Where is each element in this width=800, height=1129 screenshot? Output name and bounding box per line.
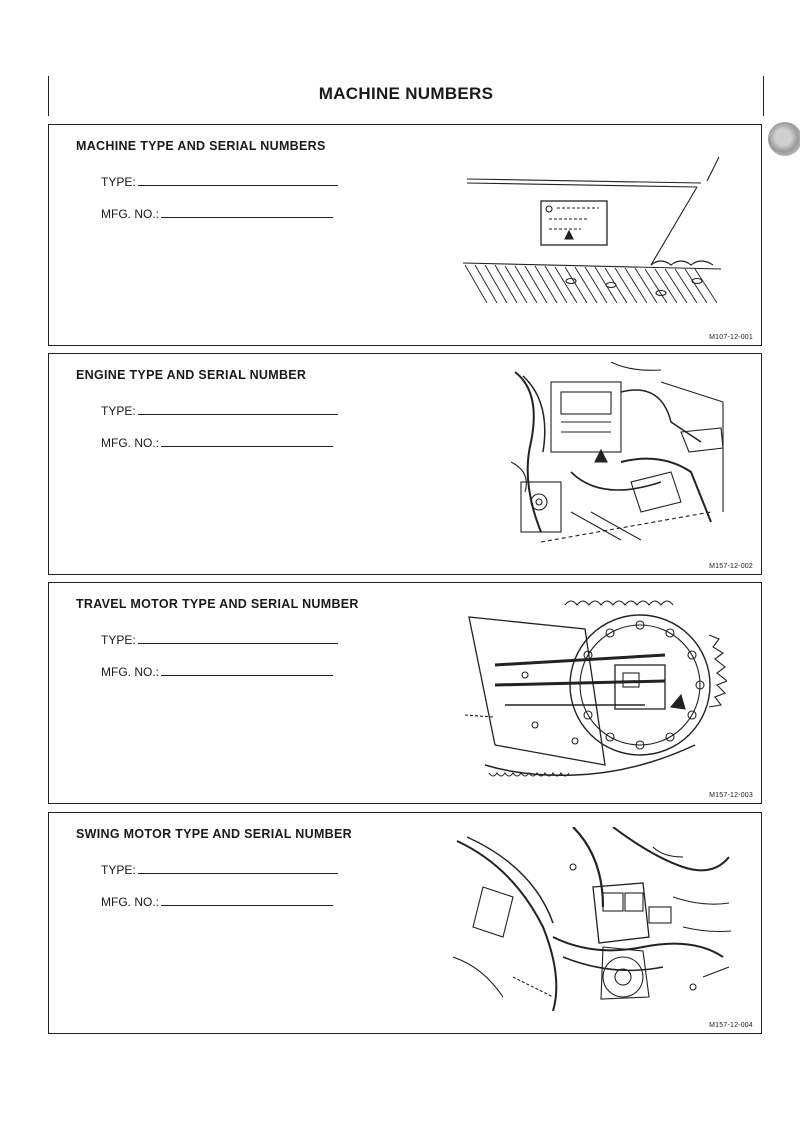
machine-numbers-section xyxy=(48,124,762,346)
type-blank-line[interactable] xyxy=(138,413,338,415)
type-blank-line[interactable] xyxy=(138,642,338,644)
binder-hole-mark xyxy=(768,122,800,156)
nameplate-illustration-icon xyxy=(461,153,723,303)
mfg-no-label: MFG. NO.: xyxy=(101,207,159,221)
figure-code: M157-12-004 xyxy=(709,1022,753,1029)
section-title: TRAVEL MOTOR TYPE AND SERIAL NUMBER xyxy=(76,597,359,611)
mfg-no-field xyxy=(101,665,333,679)
mfg-no-field xyxy=(101,895,333,909)
mfg-no-label: MFG. NO.: xyxy=(101,665,159,679)
engine-numbers-section xyxy=(48,353,762,575)
figure-code: M157-12-002 xyxy=(709,563,753,570)
mfg-no-blank-line[interactable] xyxy=(161,904,333,906)
figure-code: M107-12-001 xyxy=(709,334,753,341)
type-blank-line[interactable] xyxy=(138,872,338,874)
type-blank-line[interactable] xyxy=(138,184,338,186)
mfg-no-field xyxy=(101,207,333,221)
type-field xyxy=(101,863,338,877)
mfg-no-label: MFG. NO.: xyxy=(101,895,159,909)
type-field xyxy=(101,404,338,418)
type-label: TYPE: xyxy=(101,404,136,418)
mfg-no-blank-line[interactable] xyxy=(161,445,333,447)
travel-motor-numbers-section xyxy=(48,582,762,804)
engine-illustration-icon xyxy=(511,362,731,552)
mfg-no-blank-line[interactable] xyxy=(161,216,333,218)
swing-motor-numbers-section xyxy=(48,812,762,1034)
type-field xyxy=(101,633,338,647)
section-title: ENGINE TYPE AND SERIAL NUMBER xyxy=(76,368,307,382)
mfg-no-label: MFG. NO.: xyxy=(101,436,159,450)
page-title: MACHINE NUMBERS xyxy=(318,84,494,103)
type-label: TYPE: xyxy=(101,633,136,647)
mfg-no-field xyxy=(101,436,333,450)
figure-code: M157-12-003 xyxy=(709,792,753,799)
section-title: SWING MOTOR TYPE AND SERIAL NUMBER xyxy=(76,827,352,841)
type-label: TYPE: xyxy=(101,863,136,877)
page-header xyxy=(48,76,764,116)
travel-motor-illustration-icon xyxy=(465,595,727,785)
swing-motor-illustration-icon xyxy=(453,827,733,1011)
section-title: MACHINE TYPE AND SERIAL NUMBERS xyxy=(76,139,326,153)
mfg-no-blank-line[interactable] xyxy=(161,674,333,676)
type-field xyxy=(101,175,338,189)
type-label: TYPE: xyxy=(101,175,136,189)
